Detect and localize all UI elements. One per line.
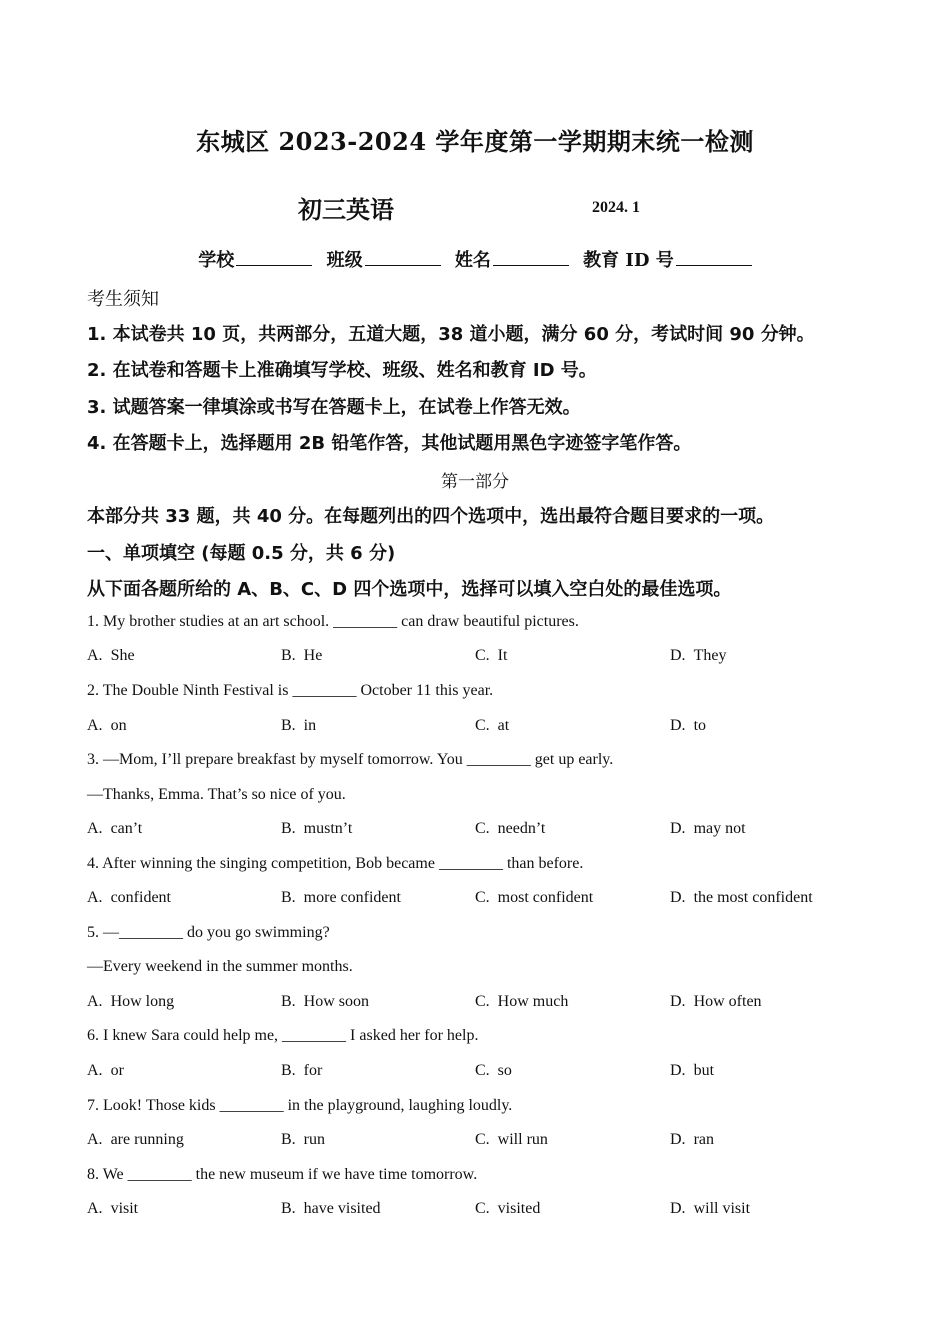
question-stem-continued: —Every weekend in the summer months. — [87, 958, 353, 975]
option-b: B. He — [281, 647, 323, 664]
option-c: C. It — [475, 647, 508, 664]
question-stem: 8. We ________ the new museum if we have time tomorrow. — [87, 1166, 478, 1183]
option-b: B. run — [281, 1131, 325, 1148]
option-b: B. in — [281, 717, 317, 734]
subject-title: 初三英语 — [298, 195, 394, 224]
exam-date: 2024. 1 — [592, 199, 640, 216]
exam-title: 东城区 2023-2024 学年度第一学期期末统一检测 — [196, 127, 754, 156]
subtitle-row — [0, 190, 950, 224]
id-label: 教育 ID 号 — [583, 250, 674, 271]
class-field — [327, 246, 441, 272]
option-row — [87, 647, 887, 669]
name-label: 姓名 — [454, 250, 491, 271]
question-stem: 1. My brother studies at an art school. ________ can draw beautiful pictures. — [87, 613, 579, 630]
option-a: A. She — [87, 647, 135, 664]
question-stem: 2. The Double Ninth Festival is ________ October 11 this year. — [87, 682, 494, 699]
notice-item: 3. 试题答案一律填涂或书写在答题卡上，在试卷上作答无效。 — [87, 397, 581, 418]
student-info-row — [0, 246, 950, 272]
school-label: 学校 — [198, 250, 235, 271]
school-blank — [236, 247, 312, 266]
part-heading: 第一部分 — [441, 472, 509, 492]
option-row — [87, 1200, 887, 1222]
option-a: A. or — [87, 1062, 124, 1079]
option-d: D. They — [670, 647, 727, 664]
option-a: A. on — [87, 717, 127, 734]
option-d: D. the most confident — [670, 889, 813, 906]
section-title: 一、单项填空 (每题 0.5 分，共 6 分) — [87, 543, 396, 564]
option-c: C. visited — [475, 1200, 541, 1217]
option-b: B. How soon — [281, 993, 370, 1010]
option-row — [87, 993, 887, 1015]
name-field — [455, 246, 569, 272]
option-row — [87, 717, 887, 739]
option-d: D. How often — [670, 993, 762, 1010]
option-b: B. have visited — [281, 1200, 381, 1217]
question-stem: 6. I knew Sara could help me, ________ I asked her for help. — [87, 1027, 479, 1044]
option-row — [87, 820, 887, 842]
option-row — [87, 889, 887, 911]
option-d: D. may not — [670, 820, 746, 837]
class-label: 班级 — [326, 250, 363, 271]
question-stem: 7. Look! Those kids ________ in the playground, laughing loudly. — [87, 1097, 513, 1114]
option-a: A. How long — [87, 993, 175, 1010]
notice-item: 2. 在试卷和答题卡上准确填写学校、班级、姓名和教育 ID 号。 — [87, 360, 597, 381]
option-a: A. are running — [87, 1131, 184, 1148]
option-d: D. ran — [670, 1131, 714, 1148]
option-a: A. can’t — [87, 820, 143, 837]
option-c: C. will run — [475, 1131, 548, 1148]
part-intro: 本部分共 33 题，共 40 分。在每题列出的四个选项中，选出最符合题目要求的一项。 — [87, 506, 775, 527]
option-c: C. so — [475, 1062, 512, 1079]
option-row — [87, 1062, 887, 1084]
class-blank — [365, 247, 441, 266]
option-row — [87, 1131, 887, 1153]
option-c: C. most confident — [475, 889, 594, 906]
option-c: C. How much — [475, 993, 569, 1010]
option-b: B. mustn’t — [281, 820, 353, 837]
id-field — [583, 246, 752, 272]
question-stem: 4. After winning the singing competition, Bob became ________ than before. — [87, 855, 584, 872]
name-blank — [493, 247, 569, 266]
notice-title: 考生须知 — [87, 289, 159, 310]
question-stem: 3. —Mom, I’ll prepare breakfast by myself tomorrow. You ________ get up early. — [87, 751, 614, 768]
id-blank — [676, 247, 752, 266]
question-stem: 5. —________ do you go swimming? — [87, 924, 330, 941]
school-field — [198, 246, 312, 272]
question-stem-continued: —Thanks, Emma. That’s so nice of you. — [87, 786, 346, 803]
option-d: D. but — [670, 1062, 715, 1079]
option-c: C. at — [475, 717, 510, 734]
option-b: B. more confident — [281, 889, 401, 906]
option-d: D. will visit — [670, 1200, 751, 1217]
option-c: C. needn’t — [475, 820, 546, 837]
option-d: D. to — [670, 717, 707, 734]
option-a: A. confident — [87, 889, 171, 906]
option-b: B. for — [281, 1062, 323, 1079]
option-a: A. visit — [87, 1200, 139, 1217]
notice-item: 1. 本试卷共 10 页，共两部分，五道大题，38 道小题，满分 60 分，考试时间 90 分钟。 — [87, 324, 815, 345]
notice-item: 4. 在答题卡上，选择题用 2B 铅笔作答，其他试题用黑色字迹签字笔作答。 — [87, 433, 692, 454]
section-instruction: 从下面各题所给的 A、B、C、D 四个选项中，选择可以填入空白处的最佳选项。 — [87, 579, 732, 600]
